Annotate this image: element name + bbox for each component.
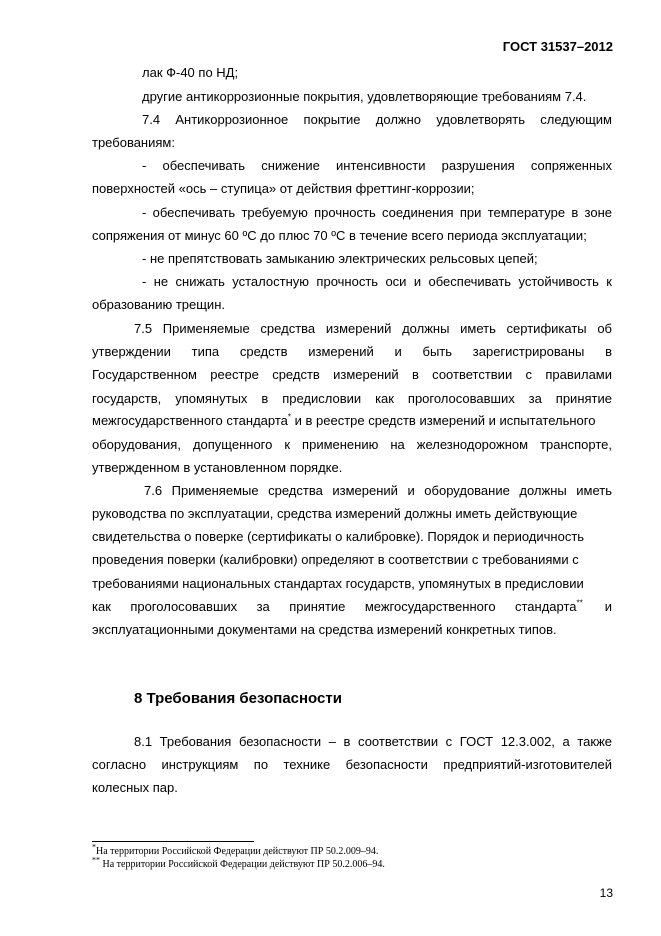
body-text — [92, 598, 605, 615]
document-id-header: ГОСТ 31537–2012 — [502, 39, 613, 54]
body-line: свидетельства о поверке (сертификаты о калибровке). Порядок и периодичность — [92, 529, 585, 544]
word: межгосударственного — [364, 599, 496, 614]
body-line: утвержденном в установленном порядке. — [92, 460, 343, 475]
body-line: - обеспечивать снижение интенсивности разрушения сопряженных — [142, 158, 612, 173]
footnote-text: На территории Российской Федерации действуют ПР 50.2.006–94. — [100, 859, 385, 870]
body-line: руководства по эксплуатации, средства измерений должны иметь действующие — [92, 506, 578, 521]
footnote-1 — [92, 842, 379, 858]
body-line: требованиям: — [92, 135, 175, 150]
body-line: - не снижать усталостную прочность оси и обеспечивать устойчивость к — [142, 274, 612, 289]
body-line — [92, 598, 612, 615]
body-text: и в реестре средств измерений и испытательного — [291, 413, 596, 428]
footnote-ref-2: ** — [576, 598, 583, 608]
body-line: Государственном реестре средств измерений в соответствии с правилами — [92, 367, 612, 382]
footnote-mark: * — [92, 842, 96, 852]
body-line: 7.4 Антикоррозионное покрытие должно удовлетворять следующим — [142, 112, 612, 127]
body-text: и — [604, 599, 612, 614]
body-line: сопряжения от минус 60 ºС до плюс 70 ºС в течение всего периода эксплуатации; — [92, 228, 587, 243]
footnote-separator — [92, 841, 254, 842]
footnote-2 — [92, 855, 385, 871]
body-line: - не препятствовать замыканию электрических рельсовых цепей; — [142, 251, 538, 266]
word: принятие — [289, 599, 346, 614]
body-line: 8.1 Требования безопасности – в соответствии с ГОСТ 12.3.002, а также — [134, 734, 612, 749]
word: стандарта** — [514, 598, 583, 614]
word: проголосовавших — [130, 599, 238, 614]
page-number: 13 — [599, 886, 613, 900]
body-line: утверждении типа средств измерений и быть зарегистрированы в — [92, 344, 612, 359]
body-line: лак Ф-40 по НД; — [142, 65, 239, 80]
word: за — [256, 599, 270, 614]
body-line: требованиями национальных стандартах государств, упомянутых в предисловии — [92, 576, 584, 591]
body-line: 7.6 Применяемые средства измерений и оборудование должны иметь — [144, 483, 612, 498]
body-line: образованию трещин. — [92, 297, 225, 312]
body-line: колесных пар. — [92, 780, 178, 795]
body-line: проведения поверки (калибровки) определяют в соответствии с требованиями с — [92, 552, 579, 567]
body-text: межгосударственного стандарта — [92, 413, 288, 428]
body-line — [92, 412, 612, 429]
body-line: - обеспечивать требуемую прочность соединения при температуре в зоне — [142, 205, 612, 220]
body-line: государств, упомянутых в предисловии как проголосовавших за принятие — [92, 391, 612, 406]
body-line: оборудования, допущенного к применению на железнодорожном транспорте, — [92, 437, 612, 452]
footnote-mark: ** — [92, 855, 100, 865]
footnote-text: На территории Российской Федерации действуют ПР 50.2.009–94. — [96, 846, 379, 857]
body-line: согласно инструкциям по технике безопасности предприятий-изготовителей — [92, 757, 612, 772]
body-line: эксплуатационными документами на средства измерений конкретных типов. — [92, 622, 557, 637]
body-line: поверхностей «ось – ступица» от действия фреттинг-коррозии; — [92, 181, 475, 196]
body-line: 7.5 Применяемые средства измерений должны иметь сертификаты об — [134, 321, 612, 336]
word: как — [92, 599, 111, 614]
section-heading: 8 Требования безопасности — [134, 690, 342, 707]
body-line: другие антикоррозионные покрытия, удовлетворяющие требованиям 7.4. — [142, 89, 587, 104]
footnote-ref-1: * — [287, 412, 291, 422]
